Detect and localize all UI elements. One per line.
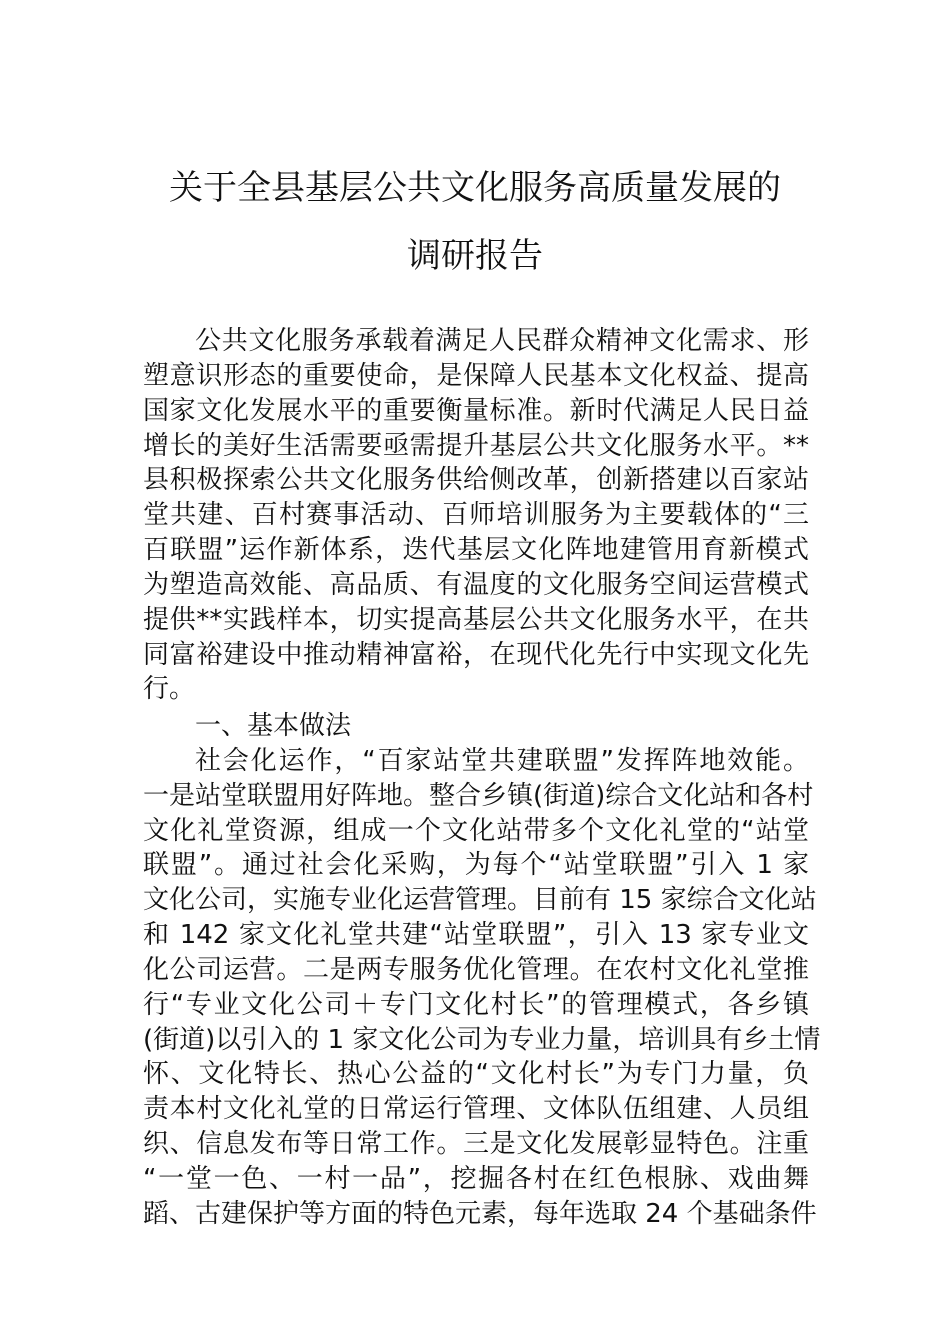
- paragraph-line: 为塑造高效能、高品质、有温度的文化服务空间运营模式: [143, 569, 809, 600]
- paragraph-line: 同富裕建设中推动精神富裕，在现代化先行中实现文化先: [143, 639, 809, 670]
- paragraph-line: 公共文化服务承载着满足人民群众精神文化需求、形: [195, 326, 809, 356]
- paragraph-line: 和 142 家文化礼堂共建“站堂联盟”，引入 13 家专业文: [143, 920, 809, 951]
- paragraph-line: (街道)以引入的 1 家文化公司为专业力量，培训具有乡土情: [143, 1024, 821, 1055]
- section-heading: 一、基本做法: [195, 711, 352, 741]
- paragraph-line: 联盟”。通过社会化采购，为每个“站堂联盟”引入 1 家: [143, 850, 809, 881]
- paragraph-line: 怀、文化特长、热心公益的“文化村长”为专门力量，负: [143, 1059, 809, 1090]
- paragraph-line: 一是站堂联盟用好阵地。整合乡镇(街道)综合文化站和各村: [143, 780, 814, 811]
- paragraph-line: 行。: [143, 674, 196, 705]
- paragraph-line: 社会化运作，“百家站堂共建联盟”发挥阵地效能。: [195, 745, 809, 776]
- paragraph-line: 百联盟”运作新体系，迭代基层文化阵地建管用育新模式: [143, 535, 809, 566]
- document-title-line-1: 关于全县基层公共文化服务高质量发展的: [169, 168, 781, 208]
- paragraph-line: 县积极探索公共文化服务供给侧改革，创新搭建以百家站: [143, 465, 809, 496]
- intro-paragraph: [143, 324, 809, 707]
- paragraph-line: 塑意识形态的重要使命，是保障人民基本文化权益、提高: [143, 360, 809, 391]
- paragraph-line: 增长的美好生活需要亟需提升基层公共文化服务水平。**: [143, 430, 809, 461]
- paragraph-line: 国家文化发展水平的重要衡量标准。新时代满足人民日益: [143, 395, 809, 426]
- paragraph-line: 文化公司，实施专业化运营管理。目前有 15 家综合文化站: [143, 885, 817, 916]
- paragraph-line: 堂共建、百村赛事活动、百师培训服务为主要载体的“三: [143, 500, 809, 531]
- paragraph-line: 织、信息发布等日常工作。三是文化发展彰显特色。注重: [143, 1129, 809, 1160]
- paragraph-line: 化公司运营。二是两专服务优化管理。在农村文化礼堂推: [143, 954, 809, 985]
- paragraph-line: 行“专业文化公司＋专门文化村长”的管理模式，各乡镇: [143, 989, 809, 1020]
- paragraph-line: 提供**实践样本，切实提高基层公共文化服务水平，在共: [143, 604, 809, 635]
- paragraph-line: 责本村文化礼堂的日常运行管理、文体队伍组建、人员组: [143, 1094, 809, 1125]
- document-title-line-2: 调研报告: [407, 236, 543, 276]
- paragraph-line: “一堂一色、一村一品”，挖掘各村在红色根脉、戏曲舞: [143, 1163, 809, 1194]
- practice-section: [143, 709, 821, 1232]
- paragraph-line: 蹈、古建保护等方面的特色元素，每年选取 24 个基础条件: [143, 1198, 817, 1229]
- paragraph-line: 文化礼堂资源，组成一个文化站带多个文化礼堂的“站堂: [143, 815, 809, 846]
